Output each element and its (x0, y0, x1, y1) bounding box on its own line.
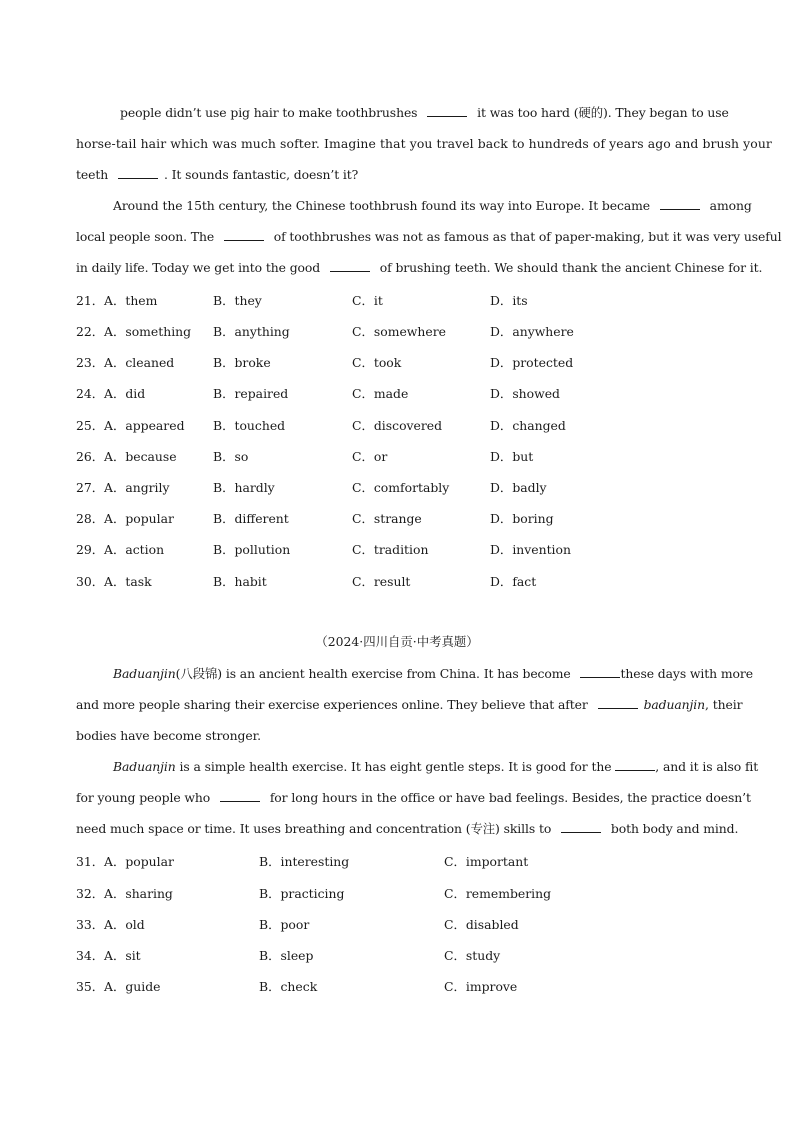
answer-blank (118, 166, 158, 179)
option-d[interactable]: D．its (490, 293, 528, 308)
passage-line (76, 159, 719, 190)
option-a[interactable]: A．because (104, 449, 177, 464)
option-b[interactable]: B．interesting (259, 854, 350, 869)
text-segment: for long hours in the office or have bad feelings. Besides, the practice doesn’t (265, 790, 751, 805)
option-b[interactable]: B．habit (213, 574, 267, 589)
option-d[interactable]: D．but (490, 449, 534, 464)
question-number: 23． (76, 355, 105, 370)
option-c[interactable]: C．study (444, 948, 501, 963)
option-d[interactable]: D．anywhere (490, 324, 574, 339)
passage-line (76, 720, 719, 751)
question-number: 27． (76, 480, 105, 495)
text-segment: bodies have become stronger. (76, 728, 261, 743)
text-segment: both body and mind. (607, 821, 739, 836)
text-segment: in daily life. Today we get into the good (76, 260, 324, 275)
option-b[interactable]: B．pollution (213, 542, 291, 557)
option-a[interactable]: A．did (104, 386, 146, 401)
text-segment: for young people who (76, 790, 214, 805)
passage-line (76, 128, 772, 159)
option-c[interactable]: C．improve (444, 979, 518, 994)
text-segment: . It sounds fantastic, doesn’t it? (163, 167, 359, 182)
term-baduanjin: Baduanjin (113, 666, 176, 681)
passage-line (76, 689, 743, 720)
text-segment: horse-tail hair which was much softer. Imagine that you travel back to hundreds of years ago and brush your (76, 136, 772, 151)
text-segment: these days with more (620, 666, 753, 681)
option-b[interactable]: B．so (213, 449, 249, 464)
question-number: 29． (76, 542, 105, 557)
question-number: 30． (76, 574, 105, 589)
question-number: 31． (76, 854, 105, 869)
option-c[interactable]: C．disabled (444, 917, 519, 932)
option-b[interactable]: B．they (213, 293, 262, 308)
answer-blank (427, 104, 467, 117)
question-number: 28． (76, 511, 105, 526)
option-b[interactable]: B．practicing (259, 886, 345, 901)
text-segment: need much space or time. It uses breathing and concentration (专注) skills to (76, 821, 556, 836)
option-a[interactable]: A．guide (104, 979, 161, 994)
text-segment: local people soon. The (76, 229, 218, 244)
question-number: 35． (76, 979, 105, 994)
passage-1 (76, 97, 782, 283)
option-c[interactable]: C．or (352, 449, 388, 464)
answer-blank (224, 228, 264, 241)
option-c[interactable]: C．strange (352, 511, 422, 526)
answer-blank (615, 758, 655, 771)
passage-line (76, 252, 763, 283)
question-number: 24． (76, 386, 105, 401)
question-number: 25． (76, 418, 105, 433)
text-segment: Around the 15th century, the Chinese toothbrush found its way into Europe. It became (113, 198, 654, 213)
answer-blank (220, 789, 260, 802)
option-a[interactable]: A．old (104, 917, 145, 932)
option-b[interactable]: B．hardly (213, 480, 275, 495)
option-d[interactable]: D．changed (490, 418, 566, 433)
text-segment: it was too hard (硬的). They began to use (473, 105, 729, 120)
option-a[interactable]: A．sharing (104, 886, 173, 901)
option-c[interactable]: C．took (352, 355, 402, 370)
option-d[interactable]: D．invention (490, 542, 571, 557)
option-a[interactable]: A．task (104, 574, 152, 589)
passage-line (76, 751, 759, 782)
question-number: 34． (76, 948, 105, 963)
passage-line (76, 658, 753, 689)
option-d[interactable]: D．showed (490, 386, 560, 401)
question-number: 33． (76, 917, 105, 932)
option-b[interactable]: B．broke (213, 355, 271, 370)
option-b[interactable]: B．check (259, 979, 318, 994)
option-d[interactable]: D．badly (490, 480, 547, 495)
option-c[interactable]: C．made (352, 386, 409, 401)
option-c[interactable]: C．remembering (444, 886, 552, 901)
option-a[interactable]: A．angrily (104, 480, 170, 495)
option-a[interactable]: A．sit (104, 948, 141, 963)
option-b[interactable]: B．touched (213, 418, 286, 433)
option-b[interactable]: B．anything (213, 324, 290, 339)
option-c[interactable]: C．it (352, 293, 383, 308)
option-c[interactable]: C．discovered (352, 418, 443, 433)
option-c[interactable]: C．somewhere (352, 324, 446, 339)
option-a[interactable]: A．them (104, 293, 158, 308)
text-segment: and more people sharing their exercise experiences online. They believe that after (76, 697, 592, 712)
option-c[interactable]: C．tradition (352, 542, 429, 557)
text-segment: of brushing teeth. We should thank the ancient Chinese for it. (375, 260, 763, 275)
option-a[interactable]: A．popular (104, 511, 174, 526)
option-d[interactable]: D．protected (490, 355, 574, 370)
passage-2 (76, 658, 759, 844)
text-segment: teeth (76, 167, 112, 182)
option-a[interactable]: A．action (104, 542, 165, 557)
text-segment: (八段锦) is an ancient health exercise from China. It has become (175, 666, 575, 681)
term-baduanjin: Baduanjin (113, 759, 176, 774)
text-segment: of toothbrushes was not as famous as that of paper-making, but it was very useful (269, 229, 782, 244)
text-segment: is a simple health exercise. It has eight gentle steps. It is good for the (175, 759, 616, 774)
option-b[interactable]: B．sleep (259, 948, 314, 963)
passage-line (76, 190, 752, 221)
option-c[interactable]: C．result (352, 574, 411, 589)
option-b[interactable]: B．different (213, 511, 289, 526)
passage-line (76, 221, 782, 252)
question-number: 32． (76, 886, 105, 901)
option-a[interactable]: A．cleaned (104, 355, 175, 370)
passage-line (76, 97, 729, 128)
option-c[interactable]: C．important (444, 854, 529, 869)
option-c[interactable]: C．comfortably (352, 480, 450, 495)
option-a[interactable]: A．something (104, 324, 192, 339)
option-a[interactable]: A．appeared (104, 418, 185, 433)
text-segment: people didn’t use pig hair to make toothbrushes (120, 105, 422, 120)
source-heading: （2024·四川自贡·中考真题） (315, 634, 479, 649)
option-a[interactable]: A．popular (104, 854, 174, 869)
passage-line (76, 782, 751, 813)
passage-line (76, 813, 739, 844)
text-segment: , their (705, 697, 743, 712)
answer-blank (330, 259, 370, 272)
option-b[interactable]: B．repaired (213, 386, 289, 401)
question-number: 22． (76, 324, 105, 339)
term-baduanjin: baduanjin (643, 697, 706, 712)
option-d[interactable]: D．boring (490, 511, 554, 526)
option-b[interactable]: B．poor (259, 917, 310, 932)
text-segment: among (705, 198, 752, 213)
answer-blank (660, 197, 700, 210)
answer-blank (598, 696, 638, 709)
text-segment: , and it is also fit (655, 759, 759, 774)
option-d[interactable]: D．fact (490, 574, 537, 589)
question-number: 26． (76, 449, 105, 464)
answer-blank (580, 665, 620, 678)
question-number: 21． (76, 293, 105, 308)
answer-blank (561, 820, 601, 833)
